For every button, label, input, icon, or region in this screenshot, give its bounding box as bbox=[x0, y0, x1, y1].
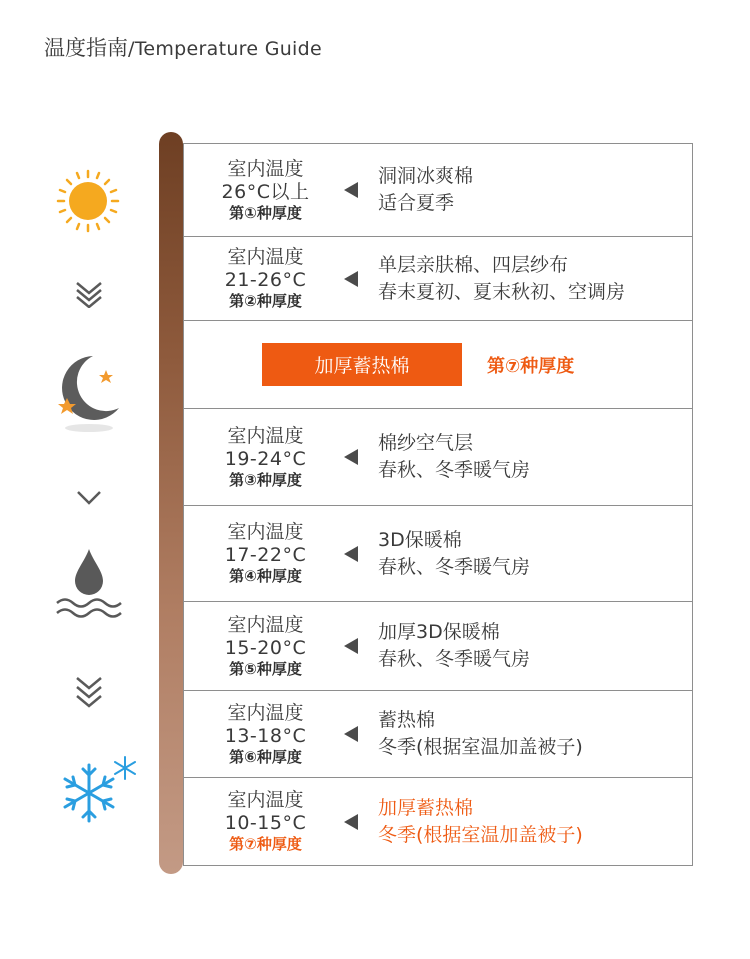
sun-icon bbox=[55, 168, 121, 238]
table-row bbox=[184, 506, 692, 602]
temp-range: 10-15°C bbox=[224, 812, 307, 834]
title-cn: 温度指南 bbox=[44, 36, 128, 60]
fabric-cell bbox=[378, 252, 625, 306]
table-row bbox=[184, 778, 692, 866]
fabric-usage: 春秋、冬季暖气房 bbox=[378, 555, 531, 578]
fabric-name: 3D保暖棉 bbox=[378, 528, 462, 551]
thickness-level: 第①种厚度 bbox=[229, 203, 302, 222]
special-thickness-label: 第⑦种厚度 bbox=[487, 356, 575, 377]
chevron-down-icon bbox=[74, 675, 104, 717]
fabric-cell bbox=[378, 527, 530, 581]
fabric-cell bbox=[378, 163, 473, 217]
chevron-down-icon bbox=[75, 488, 103, 512]
thickness-level: 第⑥种厚度 bbox=[229, 747, 302, 766]
fabric-name: 棉纱空气层 bbox=[378, 432, 474, 454]
fabric-cell bbox=[378, 795, 583, 849]
temp-range: 15-20°C bbox=[224, 636, 307, 659]
table-row bbox=[184, 237, 692, 321]
snowflake-icon bbox=[55, 755, 137, 831]
temperature-cell bbox=[184, 602, 347, 690]
temp-label: 室内温度 bbox=[227, 613, 304, 636]
fabric-name: 加厚蓄热棉 bbox=[378, 796, 474, 819]
thickness-level: 第④种厚度 bbox=[229, 567, 302, 585]
water-drop-icon bbox=[55, 545, 123, 625]
thickness-gradient-bar bbox=[159, 132, 183, 874]
temp-label: 室内温度 bbox=[227, 157, 304, 180]
title-en: /Temperature Guide bbox=[128, 38, 322, 60]
temperature-cell bbox=[184, 144, 347, 236]
fabric-name: 加厚3D保暖棉 bbox=[378, 621, 500, 643]
fabric-usage: 春末夏初、夏末秋初、空调房 bbox=[378, 280, 626, 303]
temp-label: 室内温度 bbox=[227, 246, 304, 268]
table-row bbox=[184, 409, 692, 506]
fabric-name: 蓄热棉 bbox=[378, 709, 436, 731]
table-row-special bbox=[184, 321, 692, 409]
fabric-cell bbox=[378, 430, 530, 484]
fabric-usage: 冬季(根据室温加盖被子) bbox=[378, 823, 583, 846]
fabric-cell bbox=[378, 619, 530, 673]
fabric-usage: 适合夏季 bbox=[378, 192, 455, 214]
thickness-level: 第②种厚度 bbox=[229, 292, 302, 310]
arrow-left-icon bbox=[344, 726, 358, 742]
temp-range: 13-18°C bbox=[224, 724, 307, 747]
fabric-cell bbox=[378, 707, 583, 761]
temp-label: 室内温度 bbox=[227, 701, 304, 724]
temperature-cell bbox=[184, 778, 347, 865]
fabric-usage: 春秋、冬季暖气房 bbox=[378, 459, 531, 481]
temperature-cell bbox=[184, 506, 347, 601]
chevron-down-icon bbox=[74, 280, 104, 312]
temp-label: 室内温度 bbox=[227, 521, 304, 543]
temperature-cell bbox=[184, 409, 347, 505]
table-row bbox=[184, 144, 692, 237]
arrow-left-icon bbox=[344, 814, 358, 830]
arrow-left-icon bbox=[344, 449, 358, 465]
temp-range: 19-24°C bbox=[224, 447, 307, 470]
temp-label: 室内温度 bbox=[227, 789, 304, 811]
arrow-left-icon bbox=[344, 638, 358, 654]
arrow-left-icon bbox=[344, 271, 358, 287]
temperature-cell bbox=[184, 237, 347, 320]
arrow-left-icon bbox=[344, 546, 358, 562]
temperature-cell bbox=[184, 691, 347, 777]
fabric-usage: 春秋、冬季暖气房 bbox=[378, 648, 531, 670]
thickness-level: 第⑤种厚度 bbox=[229, 659, 302, 678]
fabric-name: 洞洞冰爽棉 bbox=[378, 165, 474, 187]
thickness-level: 第③种厚度 bbox=[229, 470, 302, 489]
temperature-table bbox=[183, 143, 693, 866]
temp-range: 21-26°C bbox=[224, 269, 307, 291]
fabric-name: 单层亲肤棉、四层纱布 bbox=[378, 253, 569, 276]
temp-range: 17-22°C bbox=[224, 544, 307, 566]
thick-thermal-cotton-button[interactable]: 加厚蓄热棉 bbox=[262, 343, 462, 386]
arrow-left-icon bbox=[344, 182, 358, 198]
temp-range: 26°C以上 bbox=[221, 180, 310, 203]
thickness-level: 第⑦种厚度 bbox=[229, 835, 302, 853]
page-title bbox=[44, 32, 322, 62]
fabric-usage: 冬季(根据室温加盖被子) bbox=[378, 736, 583, 758]
moon-stars-icon bbox=[53, 352, 125, 438]
table-row bbox=[184, 602, 692, 691]
table-row bbox=[184, 691, 692, 778]
temp-label: 室内温度 bbox=[227, 424, 304, 447]
